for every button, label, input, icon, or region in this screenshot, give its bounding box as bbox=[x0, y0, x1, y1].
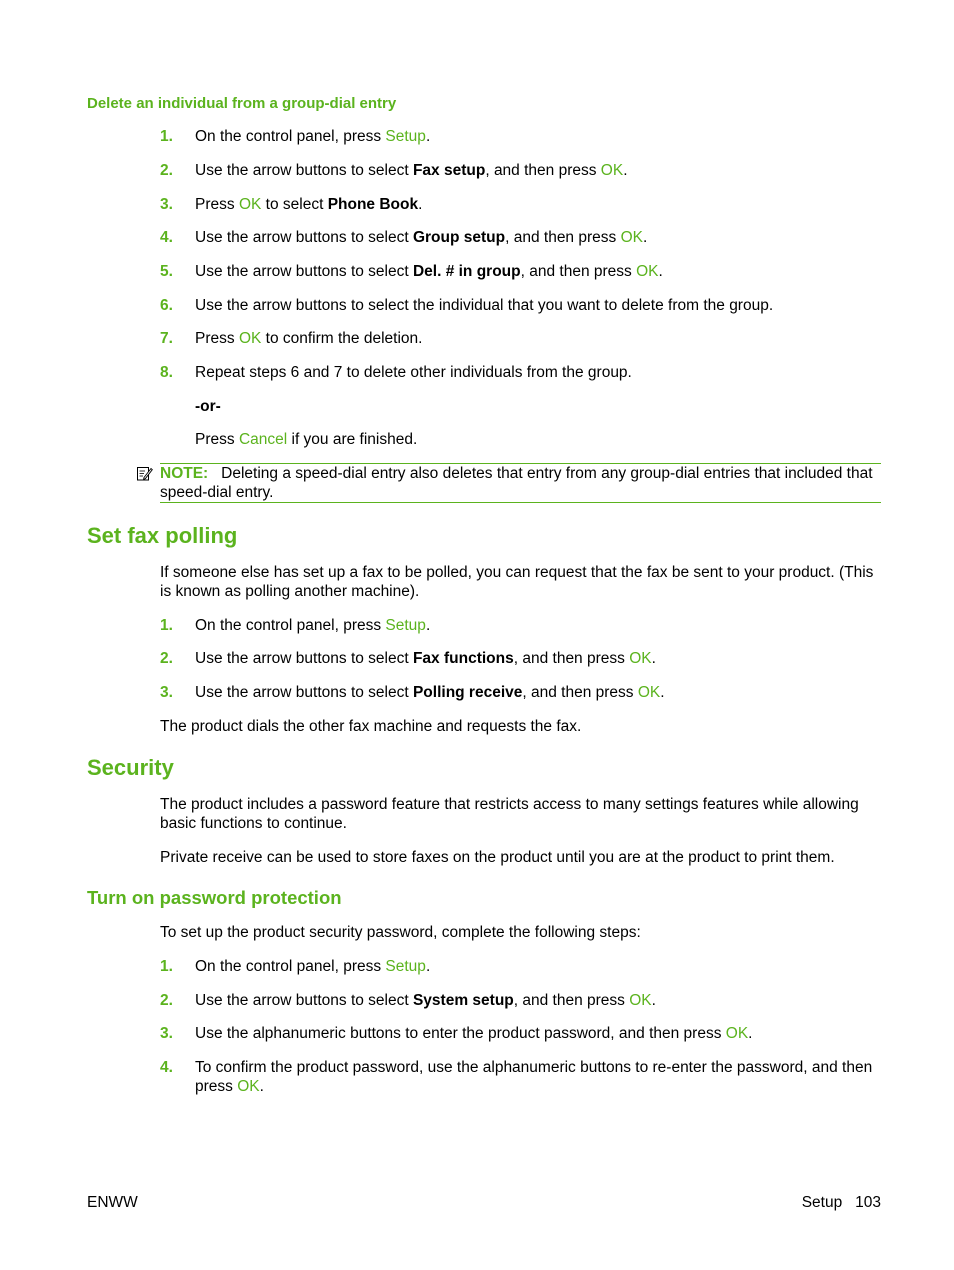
menu-term-setup: Setup bbox=[385, 128, 426, 145]
step-number: 1. bbox=[160, 958, 173, 975]
subsection-heading-delete-individual: Delete an individual from a group-dial entry bbox=[87, 95, 397, 112]
step-number: 1. bbox=[160, 617, 173, 634]
menu-item-fax-setup: Fax setup bbox=[412, 162, 486, 179]
menu-item-fax-functions: Fax functions bbox=[412, 650, 514, 667]
step-text: Use the arrow buttons to select Polling receive, and then press OK. bbox=[195, 684, 665, 701]
menu-item-phone-book: Phone Book bbox=[327, 196, 419, 213]
menu-term-ok: OK bbox=[238, 196, 262, 213]
step-number: 2. bbox=[160, 992, 173, 1009]
section-heading-set-fax-polling: Set fax polling bbox=[87, 523, 238, 548]
menu-term-setup: Setup bbox=[385, 958, 426, 975]
polling-intro: If someone else has set up a fax to be polled, you can request that the fax be sent to your product. (This is known as polling another machine). bbox=[160, 564, 874, 600]
subsection-heading-password-protection: Turn on password protection bbox=[87, 887, 342, 908]
step-number: 6. bbox=[160, 297, 173, 314]
menu-term-cancel: Cancel bbox=[238, 431, 288, 448]
step-text: Use the arrow buttons to select the individual that you want to delete from the group. bbox=[195, 297, 774, 314]
step-text: On the control panel, press Setup. bbox=[195, 617, 431, 634]
menu-item-del-in-group: Del. # in group bbox=[412, 263, 521, 280]
menu-term-ok: OK bbox=[629, 650, 652, 667]
step-text: Use the arrow buttons to select Fax setup, and then press OK. bbox=[195, 162, 628, 179]
polling-outro: The product dials the other fax machine and requests the fax. bbox=[160, 718, 582, 735]
step-text: On the control panel, press Setup. bbox=[195, 958, 431, 975]
menu-term-ok: OK bbox=[636, 263, 659, 280]
footer-right bbox=[802, 1194, 881, 1212]
step-text: Use the arrow buttons to select Del. # in group, and then press OK. bbox=[195, 263, 663, 280]
page-number: 103 bbox=[855, 1194, 881, 1211]
step-text: Use the arrow buttons to select Fax functions, and then press OK. bbox=[195, 650, 656, 667]
step-number: 3. bbox=[160, 1025, 173, 1042]
security-para-1: The product includes a password feature that restricts access to many settings features while allowing basic functions to continue. bbox=[160, 796, 859, 832]
menu-term-ok: OK bbox=[629, 992, 652, 1009]
step-number: 8. bbox=[160, 364, 173, 381]
menu-term-ok: OK bbox=[237, 1078, 260, 1095]
step-text: Use the arrow buttons to select System setup, and then press OK. bbox=[195, 992, 656, 1009]
note-content bbox=[160, 464, 882, 502]
or-separator: -or- bbox=[195, 398, 221, 415]
section-heading-security: Security bbox=[87, 755, 174, 780]
menu-item-system-setup: System setup bbox=[412, 992, 514, 1009]
menu-item-group-setup: Group setup bbox=[412, 229, 506, 246]
menu-term-ok: OK bbox=[600, 162, 624, 179]
menu-term-ok: OK bbox=[620, 229, 643, 246]
step-text: Press OK to confirm the deletion. bbox=[195, 330, 423, 347]
footer-left: ENWW bbox=[87, 1194, 138, 1211]
footer-section: Setup bbox=[801, 1194, 843, 1211]
step-text: Press OK to select Phone Book. bbox=[195, 196, 423, 213]
step-number: 4. bbox=[160, 1059, 173, 1076]
cancel-instruction: Press Cancel if you are finished. bbox=[195, 431, 418, 448]
step-text: On the control panel, press Setup. bbox=[195, 128, 431, 145]
password-intro: To set up the product security password, complete the following steps: bbox=[160, 924, 641, 941]
menu-term-ok: OK bbox=[725, 1025, 749, 1042]
step-number: 1. bbox=[160, 128, 173, 145]
menu-item-polling-receive: Polling receive bbox=[412, 684, 523, 701]
step-text: Repeat steps 6 and 7 to delete other individuals from the group. bbox=[195, 364, 632, 381]
step-number: 5. bbox=[160, 263, 173, 280]
step-number: 7. bbox=[160, 330, 173, 347]
note-bottom-rule bbox=[160, 502, 881, 503]
step-number: 2. bbox=[160, 162, 173, 179]
step-number: 3. bbox=[160, 196, 173, 213]
step-text: Use the arrow buttons to select Group setup, and then press OK. bbox=[195, 229, 648, 246]
note-label: NOTE: bbox=[160, 465, 209, 482]
menu-term-setup: Setup bbox=[385, 617, 426, 634]
security-para-2: Private receive can be used to store faxes on the product until you are at the product to print them. bbox=[160, 849, 835, 866]
step-text: Use the alphanumeric buttons to enter the product password, and then press OK. bbox=[195, 1025, 753, 1042]
note-text: Deleting a speed-dial entry also deletes that entry from any group-dial entries that included that speed-dial entry. bbox=[160, 465, 873, 501]
note-pencil-icon bbox=[136, 465, 153, 482]
step-number: 2. bbox=[160, 650, 173, 667]
menu-term-ok: OK bbox=[238, 330, 262, 347]
menu-term-ok: OK bbox=[637, 684, 661, 701]
step-text: To confirm the product password, use the alphanumeric buttons to re-enter the password, and then press OK. bbox=[195, 1059, 873, 1095]
step-number: 4. bbox=[160, 229, 173, 246]
step-number: 3. bbox=[160, 684, 173, 701]
